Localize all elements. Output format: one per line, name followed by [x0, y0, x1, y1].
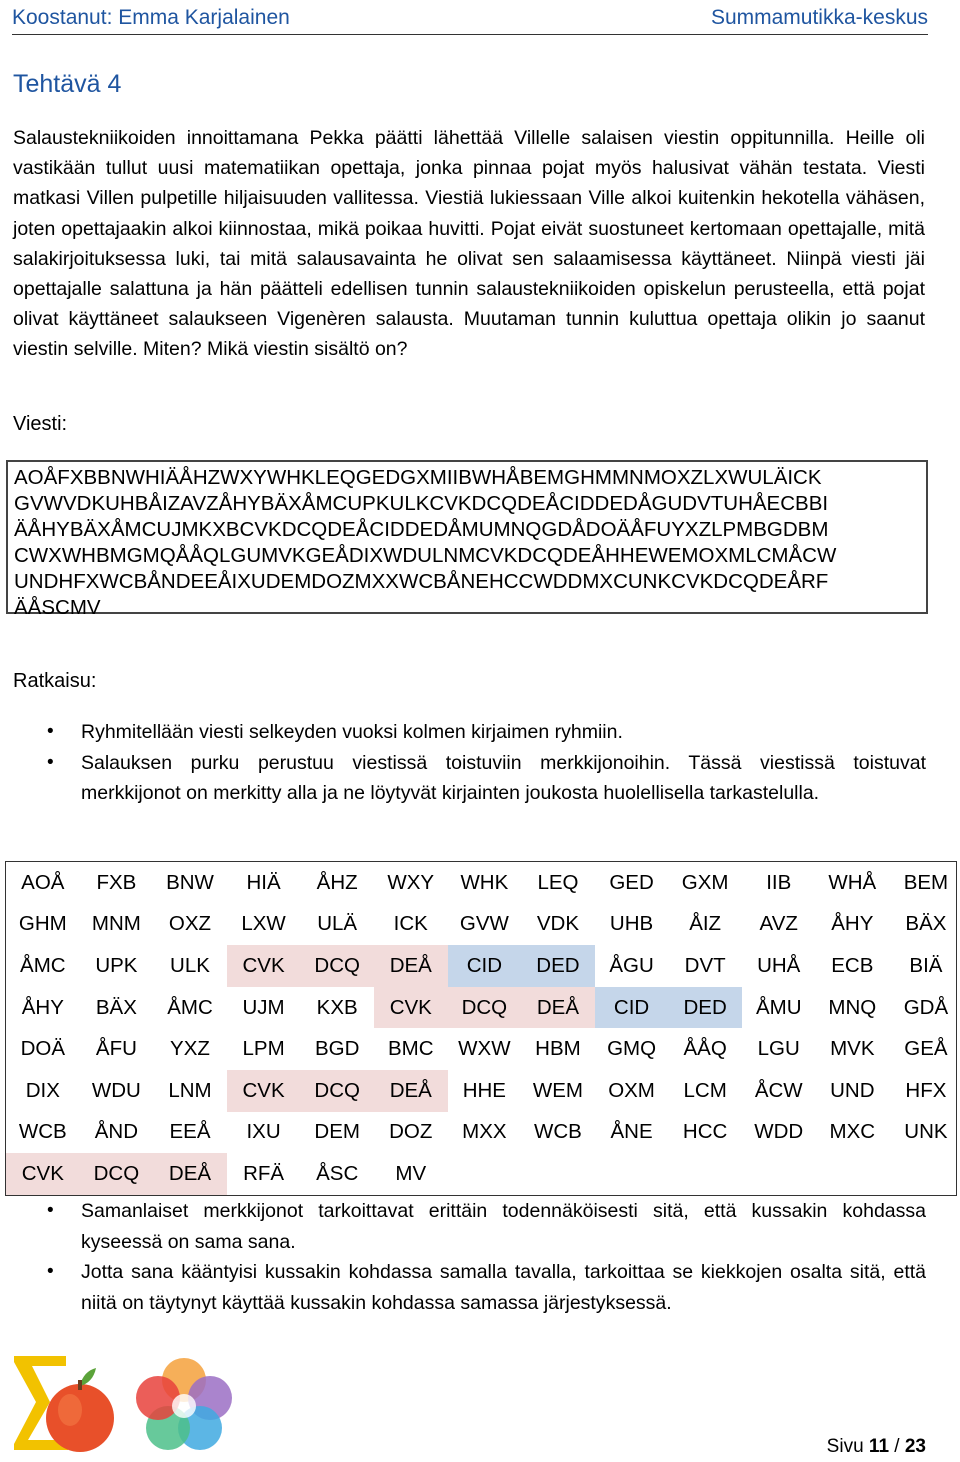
cipher-line: GVWVDKUHBÅIZAVZÅHYBÄXÅMCUPKULKCVKDCQDEÅCIDDEDÅGUDVTUHÅECBBI — [14, 492, 829, 515]
letter-group-cell — [521, 1153, 595, 1195]
letter-group-cell: ICK — [393, 912, 428, 936]
letter-group-cell: HBM — [535, 1037, 581, 1061]
letter-group-cell: ÅIZ — [689, 912, 722, 936]
letter-group-cell: LXW — [241, 912, 286, 936]
letter-group-cell: UHÅ — [757, 953, 801, 977]
bullet-list-bottom — [0, 1196, 926, 1318]
page-total: 23 — [904, 1436, 926, 1457]
letter-group-cell: ECB — [831, 953, 874, 977]
letter-group-cell: CVK — [374, 987, 448, 1029]
letter-group-cell: DCQ — [80, 1153, 154, 1195]
letter-group-cell: MXC — [829, 1120, 876, 1144]
letter-group-cell: MVK — [830, 1037, 875, 1061]
letter-group-cell: LNM — [168, 1078, 212, 1102]
letter-group-cell: IIB — [766, 870, 792, 894]
letter-group-cell: CVK — [227, 945, 301, 987]
letter-group-cell: DED — [521, 945, 595, 987]
letter-group-cell: ÅMC — [20, 953, 66, 977]
letter-group-cell: CVK — [6, 1153, 80, 1195]
letter-group-cell: BÄX — [95, 995, 137, 1019]
letter-group-cell: WDD — [754, 1120, 804, 1144]
letter-group-cell: UPK — [95, 953, 138, 977]
letter-group-cell: MXX — [462, 1120, 507, 1144]
letter-group-cell: ÅGU — [609, 953, 654, 977]
letter-group-cell: DED — [668, 987, 742, 1029]
letter-group-cell: DVT — [684, 953, 726, 977]
letter-group-cell: ULÄ — [317, 912, 358, 936]
letter-group-cell: WXW — [458, 1037, 511, 1061]
letter-group-cell: LEQ — [537, 870, 579, 894]
letter-group-cell: CID — [448, 945, 522, 987]
letter-group-cell: DEM — [314, 1120, 360, 1144]
letter-group-cell: ÅCW — [754, 1078, 803, 1102]
letter-group-cell: ÅND — [94, 1120, 139, 1144]
flower-logo — [134, 1352, 236, 1456]
intro-paragraph: Salaustekniikoiden innoittamana Pekka päätti lähettää Villelle salaisen viestin oppitunnilla. Heille oli vastikään tullut uusi matematiikan opettaja, jonka pinnaa pojat myös halusivat vähän testata. Viesti matkasi Villen pulpetille hiljaisuuden vallitessa. Viestiä lukiessaan Ville alkoi kuitenkin hekotella vähäsen, joten opettajaakin alkoi kiinnostaa, mikä poikaa huvitti. Pojat eivät suostuneet kertomaan opettajalle, mitä salakirjoituksessa luki, tai mitä salausavainta he olivat sen salaamisessa käyttäneet. Niinpä viesti jäi opettajalle salattuna ja hän päätteli edellisen tunnin salaustekniikoiden opiskelun perusteella, että pojat olivat käyttäneet salaukseen Vigenèren salausta. Muutaman tunnin kuluttua opettaja olikin jo saanut viestin selville. Miten? Mikä viestin sisältö on? — [13, 127, 925, 361]
letter-group-table — [5, 861, 957, 1196]
letter-group-cell: HHE — [462, 1078, 506, 1102]
letter-group-cell: MNQ — [828, 995, 877, 1019]
bullet-item: • Ryhmitellään viesti selkeyden vuoksi kolmen kirjaimen ryhmiin. — [0, 717, 926, 748]
letter-group-cell: BEM — [903, 870, 949, 894]
letter-group-cell: GEÅ — [904, 1037, 948, 1061]
letter-group-cell: RFÄ — [243, 1161, 285, 1185]
letter-group-cell: GXM — [681, 870, 729, 894]
letter-group-cell: UJM — [242, 995, 285, 1019]
letter-group-cell: CVK — [227, 1070, 301, 1112]
cipher-line: AOÅFXBBNWHIÄÅHZWXYWHKLEQGEDGXMIIBWHÅBEMGHMMNMOXZLXWULÄICK — [14, 466, 822, 489]
letter-group-cell: LCM — [683, 1078, 727, 1102]
letter-group-cell — [742, 1153, 816, 1195]
solution-label: Ratkaisu: — [13, 670, 97, 692]
letter-group-cell: WEM — [532, 1078, 583, 1102]
letter-group-cell: WHK — [460, 870, 509, 894]
page-number — [827, 1436, 926, 1458]
cipher-box — [6, 460, 928, 619]
task-title: Tehtävä 4 — [13, 70, 122, 98]
cipher-line: ÄÅHYBÄXÅMCUJMKXBCVKDCQDEÅCIDDEDÅMUMNQGDÅDOÄÅFUYXZLPMBGDBM — [14, 518, 829, 541]
letter-group-cell — [668, 1153, 742, 1195]
center-name: Summamutikka-keskus — [710, 6, 928, 29]
letter-group-cell: ÅNE — [610, 1120, 653, 1144]
letter-group-cell: KXB — [316, 995, 358, 1019]
cipher-line: CWXWHBMGMQÅÅQLGUMVKGEÅDIXWDULNMCVKDCQDEÅHHEWEMOXMLCMÅCW — [14, 544, 837, 567]
letter-group-cell: LGU — [757, 1037, 800, 1061]
letter-group-cell: MV — [395, 1161, 427, 1185]
letter-group-cell — [889, 1153, 960, 1195]
page-current: 11 — [868, 1436, 890, 1457]
letter-group-cell: DCQ — [300, 1070, 374, 1112]
letter-group-cell: GVW — [459, 912, 509, 936]
letter-group-cell: UNK — [904, 1120, 948, 1144]
letter-group-cell — [448, 1153, 522, 1195]
author-text: Koostanut: Emma Karjalainen — [12, 6, 290, 29]
letter-group-cell: EEÅ — [169, 1120, 211, 1144]
letter-group-cell: YXZ — [170, 1037, 210, 1061]
page-separator: / — [889, 1436, 905, 1457]
letter-group-cell: DIX — [25, 1078, 60, 1102]
letter-group-cell: LPM — [242, 1037, 285, 1061]
bullet-item: • Jotta sana kääntyisi kussakin kohdassa samalla tavalla, tarkoittaa se kiekkojen osalta sitä, että niitä on täytynyt käyttää kussakin kohdassa samassa järjestyksessä. — [0, 1257, 926, 1318]
letter-group-cell: ULK — [170, 953, 210, 977]
letter-group-cell: GHM — [18, 912, 67, 936]
letter-group-cell: WDU — [91, 1078, 141, 1102]
letter-group-cell — [595, 1153, 669, 1195]
bullet-item: • Salauksen purku perustuu viestissä toistuviin merkkijonoihin. Tässä viestissä toistuvat merkkijonot on merkitty alla ja ne löytyvät kirjainten joukosta huolellisella tarkastelulla. — [0, 748, 926, 809]
letter-group-cell: WHÅ — [828, 870, 877, 894]
letter-group-cell: WXY — [387, 870, 435, 894]
apple-sigma-logo — [10, 1352, 116, 1456]
letter-group-cell: BGD — [314, 1037, 360, 1061]
letter-group-cell: ÅMC — [167, 995, 213, 1019]
letter-group-cell: DEÅ — [374, 1070, 448, 1112]
letter-group-cell — [816, 1153, 890, 1195]
letter-group-cell: HFX — [905, 1078, 947, 1102]
letter-group-cell: ÅHZ — [316, 870, 358, 894]
letter-group-cell: ÅFU — [95, 1037, 137, 1061]
letter-group-cell: WCB — [18, 1120, 67, 1144]
letter-group-cell: UHB — [609, 912, 654, 936]
page-prefix: Sivu — [826, 1436, 869, 1457]
letter-group-cell: HIÄ — [246, 870, 281, 894]
letter-group-cell: AVZ — [759, 912, 798, 936]
letter-group-cell: GED — [609, 870, 654, 894]
letter-group-cell: ÅÅQ — [683, 1037, 727, 1061]
letter-group-cell: OXZ — [168, 912, 212, 936]
letter-group-cell: DEÅ — [153, 1153, 227, 1195]
letter-group-cell: BIÄ — [909, 953, 943, 977]
letter-group-cell: BMC — [387, 1037, 434, 1061]
bullet-list-top — [0, 717, 926, 809]
letter-group-cell: GDÅ — [903, 995, 949, 1019]
letter-group-cell: GMQ — [607, 1037, 657, 1061]
letter-group-cell: CID — [595, 987, 669, 1029]
bullet-item: • Samanlaiset merkkijonot tarkoittavat erittäin todennäköisesti sitä, että kussakin kohdassa kyseessä on sama sana. — [0, 1196, 926, 1257]
cipher-line: UNDHFXWCBÅNDEEÅIXUDEMDOZMXXWCBÅNEHCCWDDMXCUNKCVKDCQDEÅRF — [14, 570, 829, 593]
letter-group-cell: DEÅ — [374, 945, 448, 987]
letter-group-cell: DCQ — [300, 945, 374, 987]
letter-group-cell: VDK — [536, 912, 580, 936]
cipher-line: ÄÅSCMV — [14, 596, 101, 619]
letter-group-cell: OXM — [608, 1078, 655, 1102]
letter-group-cell: ÅMU — [755, 995, 802, 1019]
letter-group-cell: DOZ — [389, 1120, 433, 1144]
letter-group-cell: FXB — [96, 870, 137, 894]
letter-group-cell: DEÅ — [521, 987, 595, 1029]
message-label: Viesti: — [13, 413, 68, 435]
letter-group-cell: WCB — [534, 1120, 582, 1144]
letter-group-cell: ÅHY — [831, 912, 874, 936]
letter-group-cell: HCC — [682, 1120, 728, 1144]
letter-group-cell: UND — [830, 1078, 875, 1102]
letter-group-cell: AOÅ — [21, 870, 65, 894]
page-header — [12, 4, 928, 35]
letter-group-cell: DCQ — [448, 987, 522, 1029]
letter-group-cell: ÅHY — [21, 995, 64, 1019]
letter-group-cell: ÅSC — [316, 1161, 359, 1185]
letter-group-cell: BÄX — [905, 912, 947, 936]
letter-group-cell: BNW — [166, 870, 214, 894]
letter-group-cell: MNM — [91, 912, 141, 936]
letter-group-cell: IXU — [246, 1120, 281, 1144]
letter-group-cell: DOÄ — [20, 1037, 66, 1061]
